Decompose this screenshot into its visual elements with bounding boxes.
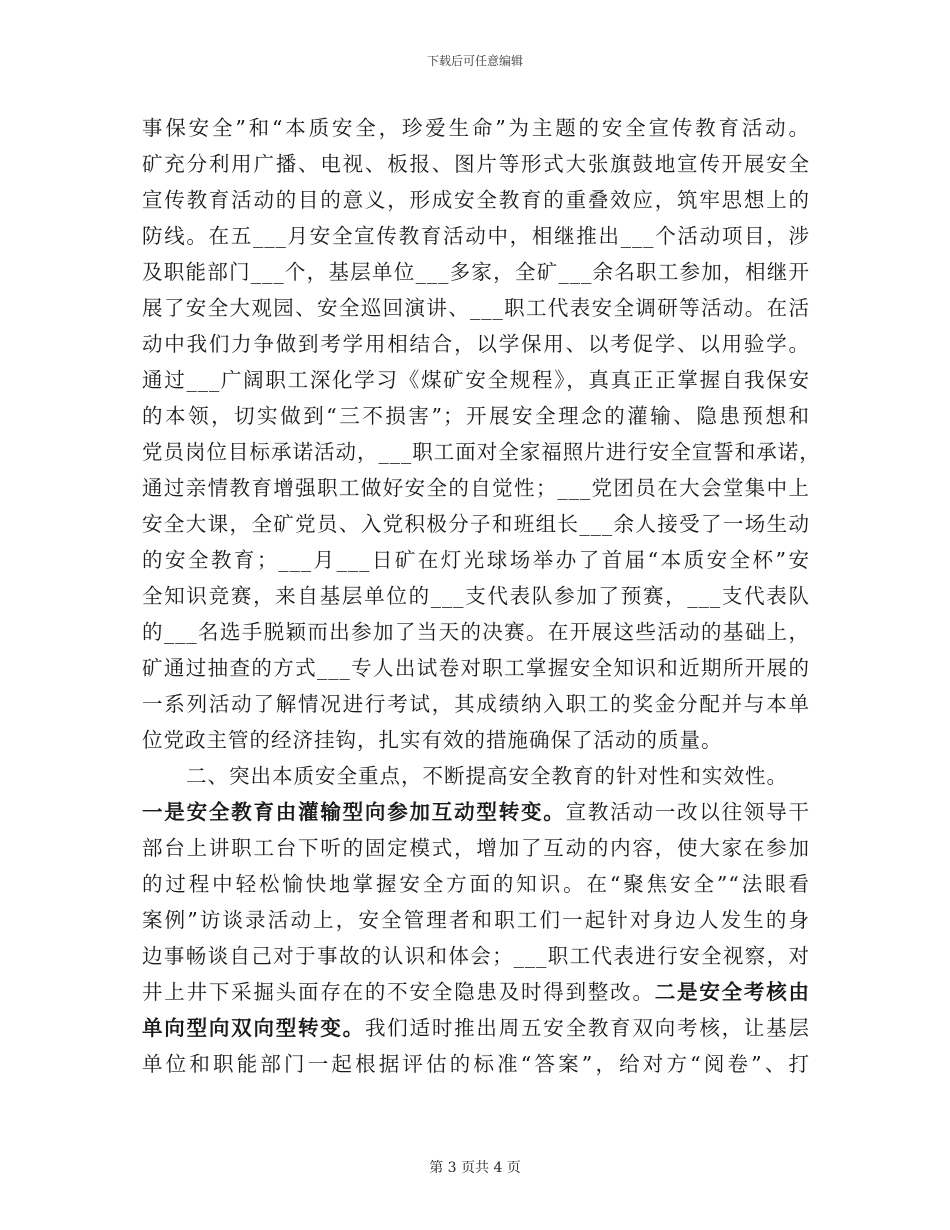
paragraph-line — [142, 650, 810, 686]
paragraph-line — [142, 794, 810, 830]
text-run: 宣传教育活动的目的意义，形成安全教育的重叠效应，筑牢思想上的 — [142, 188, 810, 212]
paragraph-line — [142, 902, 810, 938]
paragraph-line — [142, 1046, 810, 1082]
paragraph-line — [142, 110, 810, 146]
text-run: 及职能部门___个，基层单位___多家，全矿___余名职工参加，相继开 — [142, 260, 810, 284]
text-run: 位党政主管的经济挂钩，扎实有效的措施确保了活动的质量。 — [142, 728, 723, 752]
text-run: 动中我们力争做到考学用相结合，以学保用、以考促学、以用验学。 — [142, 332, 810, 356]
page-header: 下载后可任意编辑 — [426, 54, 523, 68]
paragraph-line — [142, 722, 810, 758]
text-run: 宣教活动一改以往领导干 — [565, 800, 811, 824]
paragraph-line — [142, 326, 810, 362]
bold-text-run: 单向型向双向型转变。 — [142, 1016, 365, 1040]
paragraph-line — [142, 1010, 810, 1046]
text-run: 党员岗位目标承诺活动，___职工面对全家福照片进行安全宣誓和承诺， — [142, 440, 821, 464]
body-text — [142, 110, 821, 1082]
text-run: 二、突出本质安全重点，不断提高安全教育的针对性和实效性。 — [186, 764, 788, 788]
text-run: 的本领，切实做到“三不损害”；开展安全理念的灌输、隐患预想和 — [142, 404, 810, 428]
paragraph-line — [142, 974, 810, 1010]
paragraph-line — [142, 506, 810, 542]
paragraph-line — [142, 218, 810, 254]
section-heading-line — [142, 758, 810, 794]
text-run: 展了安全大观园、安全巡回演讲、___职工代表安全调研等活动。在活 — [142, 296, 810, 320]
paragraph-line — [142, 254, 810, 290]
text-run: 一系列活动了解情况进行考试，其成绩纳入职工的奖金分配并与本单 — [142, 692, 810, 716]
text-run: 井上井下采掘头面存在的不安全隐患及时得到整改。 — [142, 980, 655, 1004]
text-run: 我们适时推出周五安全教育双向考核，让基层 — [364, 1016, 811, 1040]
paragraph-line — [142, 362, 810, 398]
paragraph-line — [142, 146, 810, 182]
text-run: 防线。在五___月安全宣传教育活动中，相继推出___个活动项目，涉 — [142, 224, 810, 248]
paragraph-line — [142, 614, 810, 650]
paragraph-line — [142, 938, 810, 974]
paragraph-line — [142, 542, 810, 578]
text-run: 通过亲情教育增强职工做好安全的自觉性；___党团员在大会堂集中上 — [142, 476, 810, 500]
bold-text-run: 二是安全考核由 — [654, 980, 811, 1004]
paragraph-line — [142, 686, 810, 722]
text-run: 边事畅谈自己对于事故的认识和体会；___职工代表进行安全视察，对 — [142, 944, 810, 968]
paragraph-line — [142, 290, 810, 326]
text-run: 事保安全”和“本质安全，珍爱生命”为主题的安全宣传教育活动。 — [142, 116, 810, 140]
page-footer: 第 3 页共 4 页 — [429, 1160, 521, 1176]
paragraph-line — [142, 398, 810, 434]
paragraph-line — [142, 830, 810, 866]
text-run: 通过___广阔职工深化学习《煤矿安全规程》，真真正正掌握自我保安 — [142, 368, 810, 392]
text-run: 矿充分利用广播、电视、板报、图片等形式大张旗鼓地宣传开展安全 — [142, 152, 810, 176]
text-run: 全知识竞赛，来自基层单位的___支代表队参加了预赛，___支代表队 — [142, 584, 810, 608]
paragraph-line — [142, 470, 810, 506]
text-run: 案例”访谈录活动上，安全管理者和职工们一起针对身边人发生的身 — [142, 908, 810, 932]
text-run: 安全大课，全矿党员、入党积极分子和班组长___余人接受了一场生动 — [142, 512, 810, 536]
text-run: 的过程中轻松愉快地掌握安全方面的知识。在“聚焦安全”“法眼看 — [142, 872, 810, 896]
paragraph-line — [142, 866, 810, 902]
paragraph-line — [142, 434, 821, 470]
paragraph-line — [142, 182, 810, 218]
text-run: 部台上讲职工台下听的固定模式，增加了互动的内容，使大家在参加 — [142, 836, 810, 860]
paragraph-line — [142, 578, 810, 614]
text-run: 的安全教育；___月___日矿在灯光球场举办了首届“本质安全杯”安 — [142, 548, 810, 572]
text-run: 单位和职能部门一起根据评估的标准“答案”，给对方“阅卷”、打 — [142, 1052, 810, 1076]
bold-text-run: 一是安全教育由灌输型向参加互动型转变。 — [142, 800, 566, 824]
text-run: 的___名选手脱颖而出参加了当天的决赛。在开展这些活动的基础上， — [142, 620, 810, 644]
text-run: 矿通过抽查的方式___专人出试卷对职工掌握安全知识和近期所开展的 — [142, 656, 810, 680]
